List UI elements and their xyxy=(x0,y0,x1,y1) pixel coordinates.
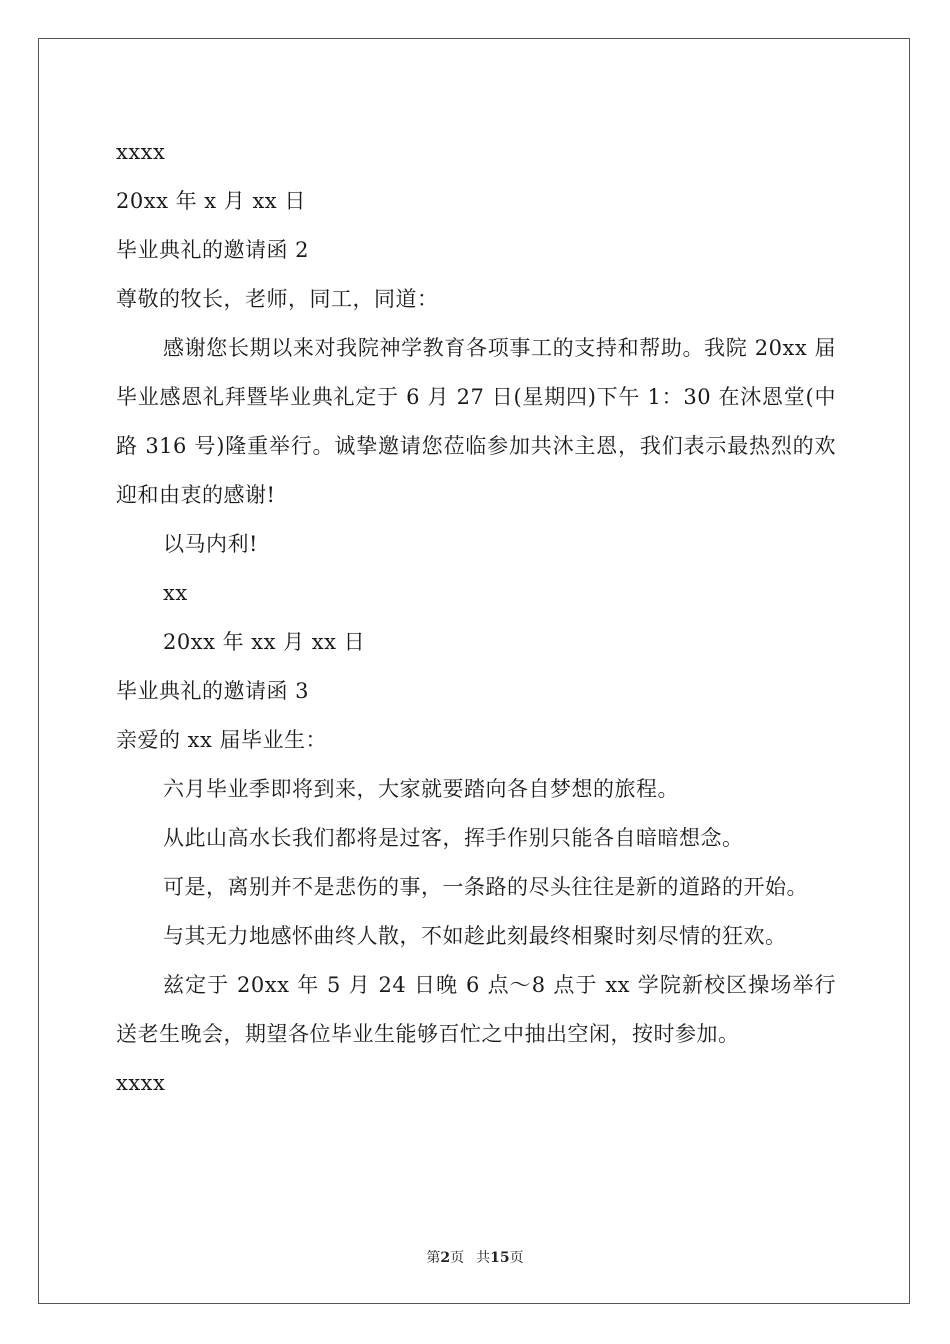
page-suffix: 页 xyxy=(450,1250,465,1266)
total-prefix: 共 xyxy=(476,1250,491,1266)
total-suffix: 页 xyxy=(509,1250,524,1266)
page-footer xyxy=(0,1247,950,1267)
date-line: 20xx 年 xx 月 xx 日 xyxy=(163,630,366,654)
signature: xxxx xyxy=(116,1071,166,1095)
page-prefix: 第 xyxy=(426,1250,441,1266)
signature: xx xyxy=(163,581,188,605)
section-heading: 毕业典礼的邀请函 2 xyxy=(116,238,310,262)
body-paragraph: 感谢您长期以来对我院神学教育各项事工的支持和帮助。我院 20xx 届毕业感恩礼拜暨毕业典礼定于 6 月 27 日(星期四)下午 1：30 在沐恩堂(中路 316 号)隆重举行。诚挚邀请您莅临参加共沐主恩，我们表示最热烈的欢迎和由衷的感谢! xyxy=(116,336,836,507)
salutation: 亲爱的 xx 届毕业生： xyxy=(116,728,328,752)
signature: xxxx xyxy=(116,140,166,164)
body-paragraph: 从此山高水长我们都将是过客，挥手作别只能各自暗暗想念。 xyxy=(163,826,744,850)
closing-line: 以马内利! xyxy=(163,532,258,556)
document-body xyxy=(116,128,836,1108)
body-paragraph: 兹定于 20xx 年 5 月 24 日晚 6 点～8 点于 xx 学院新校区操场举行送老生晚会，期望各位毕业生能够百忙之中抽出空闲，按时参加。 xyxy=(116,973,836,1046)
total-page-number: 15 xyxy=(490,1250,510,1266)
section-heading: 毕业典礼的邀请函 3 xyxy=(116,679,310,703)
current-page-number: 2 xyxy=(440,1250,451,1266)
body-paragraph: 可是，离别并不是悲伤的事，一条路的尽头往往是新的道路的开始。 xyxy=(163,875,808,899)
date-line: 20xx 年 x 月 xx 日 xyxy=(116,189,306,213)
body-paragraph: 与其无力地感怀曲终人散，不如趁此刻最终相聚时刻尽情的狂欢。 xyxy=(163,924,787,948)
body-paragraph: 六月毕业季即将到来，大家就要踏向各自梦想的旅程。 xyxy=(163,777,679,801)
salutation: 尊敬的牧长，老师，同工，同道： xyxy=(116,287,439,311)
